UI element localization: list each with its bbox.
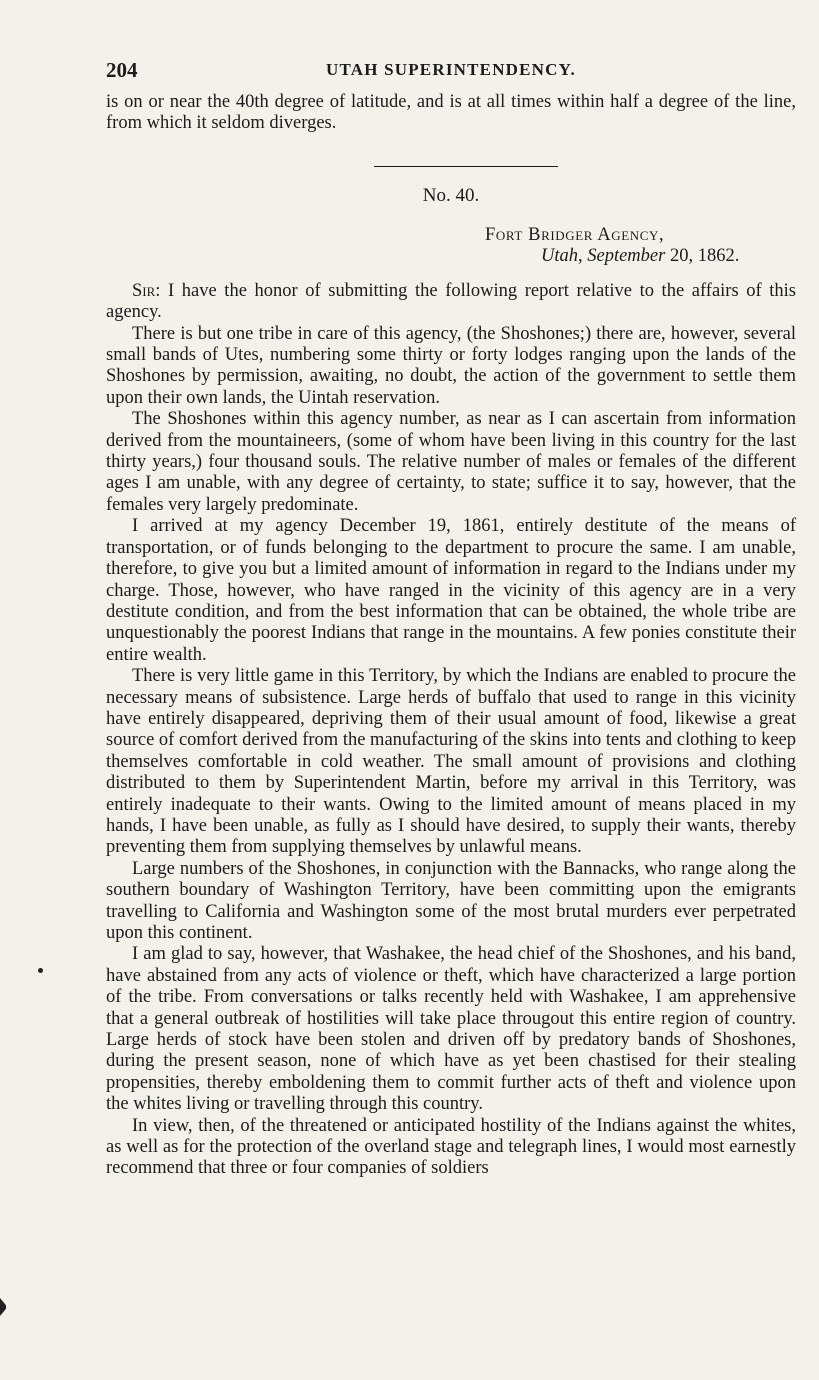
dateline: [485, 225, 796, 267]
margin-speck: [38, 968, 43, 973]
page-number: 204: [106, 58, 138, 82]
dateline-place: Fort Bridger Agency,: [485, 224, 665, 245]
paragraph-1: [106, 281, 796, 324]
page-edge-mark: [0, 1298, 6, 1316]
paragraph-3: The Shoshones within this agency number, as near as I can ascertain from information derived from the mountaineers, (some of whom have been living in this country for the last thirty years,) four thousand souls. The relative number of males or females of the different ages I am unable, with any degree of certainty, to state; suffice it to say, however, that the females very largely predominate.: [106, 409, 796, 515]
section-divider: [374, 166, 558, 167]
dateline-date: [485, 246, 796, 267]
paragraph-7: I am glad to say, however, that Washakee, the head chief of the Shoshones, and his band, have abstained from any acts of violence or theft, which have characterized a large portion of the tribe. From conversations or talks recently held with Washakee, I am apprehensive that a general outbreak of hostilities will take place througout this entire region of country. Large herds of stock have been stolen and driven off by predatory bands of Shoshones, during the present season, none of which have as yet been chastised for their stealing propensities, thereby emboldening them to commit further acts of theft and violence upon the whites living or travelling through this country.: [106, 944, 796, 1115]
carryover-paragraph: is on or near the 40th degree of latitude, and is at all times within half a degree of the line, from which it seldom diverges.: [106, 92, 796, 134]
page-header: [106, 58, 796, 92]
running-head: UTAH SUPERINTENDENCY.: [325, 60, 577, 79]
dateline-day-year: 20, 1862.: [669, 245, 740, 266]
paragraph-5: There is very little game in this Territory, by which the Indians are enabled to procure the necessary means of subsistence. Large herds of buffalo that used to range in this vicinity have entirely disappeared, depriving them of their usual amount of food, likewise a great source of comfort derived from the manufacturing of the skins into tents and clothing to keep themselves comfortable in cold weather. The small amount of provisions and clothing distributed to them by Superintendent Martin, before my arrival in this Territory, was entirely inadequate to their wants. Owing to the limited amount of means placed in my hands, I have been unable, as fully as I should have desired, to supply their wants, thereby preventing them from supplying themselves by unlawful means.: [106, 666, 796, 858]
paragraph-4: I arrived at my agency December 19, 1861, entirely destitute of the means of transportation, or of funds belonging to the department to procure the same. I am unable, therefore, to give you but a limited amount of information in regard to the Indians under my charge. Those, however, who have ranged in the vicinity of this agency are in a very destitute condition, and from the best information that can be obtained, the whole tribe are unquestionably the poorest Indians that range in the mountains. A few ponies constitute their entire wealth.: [106, 516, 796, 665]
dateline-state: Utah,: [541, 245, 583, 266]
salutation: Sir: [132, 280, 156, 301]
paragraph-1-text: : I have the honor of submitting the following report relative to the affairs of this agency.: [106, 280, 796, 323]
letter-number: No. 40.: [422, 184, 480, 206]
paragraph-8: In view, then, of the threatened or anticipated hostility of the Indians against the whites, as well as for the protection of the overland stage and telegraph lines, I would most earnestly recommend that three or four companies of soldiers: [106, 1115, 796, 1179]
dateline-month: September: [587, 245, 666, 266]
document-page: [106, 58, 796, 1180]
paragraph-2: There is but one tribe in care of this agency, (the Shoshones;) there are, however, several small bands of Utes, numbering some thirty or forty lodges ranging upon the lands of the Shoshones by permission, awaiting, no doubt, the action of the government to settle them upon their own lands, the Uintah reservation.: [106, 323, 796, 408]
paragraph-6: Large numbers of the Shoshones, in conjunction with the Bannacks, who range along the southern boundary of Washington Territory, have been committing upon the emigrants travelling to California and Washington some of the most brutal murders ever perpetrated upon this continent.: [106, 858, 796, 943]
